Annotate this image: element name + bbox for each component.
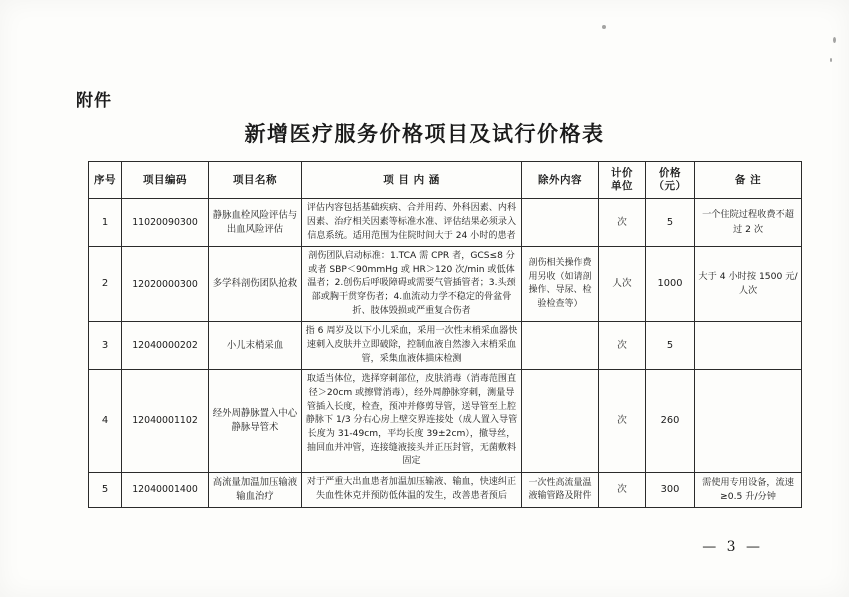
cell-exclude: 剖伤相关操作费用另收（如请剖操作、导尿、检验检查等） <box>522 247 599 322</box>
cell-code: 12040001400 <box>122 472 209 508</box>
table-header <box>89 162 802 199</box>
cell-seq: 4 <box>89 370 122 472</box>
cell-price: 300 <box>646 472 695 508</box>
cell-remark: 大于 4 小时按 1500 元/人次 <box>695 247 802 322</box>
cell-unit: 人次 <box>599 247 646 322</box>
cell-content: 指 6 周岁及以下小儿采血，采用一次性末梢采血器快速刺入皮肤并立即破除，控制血液自然渗入末梢采血管，采集血液体描床检测 <box>302 322 522 370</box>
column-header-price-line1: 价格 <box>659 167 681 179</box>
cell-remark <box>695 322 802 370</box>
table-row <box>89 247 802 322</box>
cell-name: 小儿末梢采血 <box>209 322 302 370</box>
scan-speck <box>602 25 606 29</box>
column-header-price-line2: （元） <box>653 180 687 193</box>
cell-code: 11020090300 <box>122 199 209 247</box>
table-row <box>89 322 802 370</box>
table-header-row <box>89 162 802 199</box>
cell-content: 剖伤团队启动标准：1.TCA 需 CPR 者，GCS≤8 分或者 SBP＜90mmHg 或 HR＞120 次/min 或低体温者；2.创伤后呼吸障碍或需要气管插管者；3.头颈部或胸干贯穿伤者；4.血流动力学不稳定的骨盆骨折、肢体毁损或严重复合伤者 <box>302 247 522 322</box>
cell-price: 5 <box>646 322 695 370</box>
column-header-name: 项目名称 <box>209 162 302 199</box>
cell-code: 12020000300 <box>122 247 209 322</box>
cell-name: 多学科剖伤团队抢救 <box>209 247 302 322</box>
cell-code: 12040001102 <box>122 370 209 472</box>
cell-remark <box>695 370 802 472</box>
cell-name: 静脉血栓风险评估与出血风险评估 <box>209 199 302 247</box>
column-header-code: 项目编码 <box>122 162 209 199</box>
table-row <box>89 370 802 472</box>
table-row <box>89 472 802 508</box>
cell-unit: 次 <box>599 472 646 508</box>
cell-seq: 3 <box>89 322 122 370</box>
cell-remark: 需使用专用设备，流速≥0.5 升/分钟 <box>695 472 802 508</box>
cell-seq: 2 <box>89 247 122 322</box>
cell-unit: 次 <box>599 322 646 370</box>
table-row <box>89 199 802 247</box>
cell-unit: 次 <box>599 199 646 247</box>
cell-exclude <box>522 370 599 472</box>
column-header-exclude: 除外内容 <box>522 162 599 199</box>
cell-price: 260 <box>646 370 695 472</box>
price-table-container <box>88 161 798 508</box>
attachment-label: 附件 <box>76 91 112 111</box>
column-header-remark: 备 注 <box>695 162 802 199</box>
cell-price: 5 <box>646 199 695 247</box>
cell-remark: 一个住院过程收费不超过 2 次 <box>695 199 802 247</box>
column-header-seq: 序号 <box>89 162 122 199</box>
cell-code: 12040000202 <box>122 322 209 370</box>
column-header-unit-line1: 计价 <box>611 167 633 179</box>
cell-exclude: 一次性高流量温液输管路及附件 <box>522 472 599 508</box>
cell-seq: 1 <box>89 199 122 247</box>
column-header-price <box>646 162 695 199</box>
cell-name: 高流量加温加压输液输血治疗 <box>209 472 302 508</box>
cell-content: 评估内容包括基础疾病、合并用药、外科因素、内科因素、治疗相关因素等标准水准、评估结果必须录入信息系统。适用范围为住院时间大于 24 小时的患者 <box>302 199 522 247</box>
column-header-content: 项 目 内 涵 <box>302 162 522 199</box>
cell-unit: 次 <box>599 370 646 472</box>
column-header-unit <box>599 162 646 199</box>
cell-content: 对于严重大出血患者加温加压输液、输血，快速纠正失血性休克并预防低体温的发生，改善患者预后 <box>302 472 522 508</box>
cell-price: 1000 <box>646 247 695 322</box>
cell-name: 经外周静脉置入中心静脉导管术 <box>209 370 302 472</box>
cell-exclude <box>522 199 599 247</box>
column-header-unit-line2: 单位 <box>611 180 633 193</box>
cell-exclude <box>522 322 599 370</box>
scan-speck <box>833 37 836 43</box>
cell-content: 取适当体位，选择穿刺部位，皮肤消毒（消毒范围直径＞20cm 或擦臂消毒），经外周静脉穿刺，测量导管插入长度，检查，预冲并修剪导管，送导管至上腔静脉下 1/3 分右心房上壁交界连接处（成人置入导管长度为 31-49cm，平均长度 39±2cm），撤导丝，抽回血并冲管，连接缝液接头并正压封管，无菌敷料固定 <box>302 370 522 472</box>
page-number: — 3 — <box>702 539 763 555</box>
page-title: 新增医疗服务价格项目及试行价格表 <box>244 121 605 146</box>
scan-speck <box>830 58 832 62</box>
price-table <box>88 161 802 508</box>
table-body <box>89 199 802 508</box>
cell-seq: 5 <box>89 472 122 508</box>
